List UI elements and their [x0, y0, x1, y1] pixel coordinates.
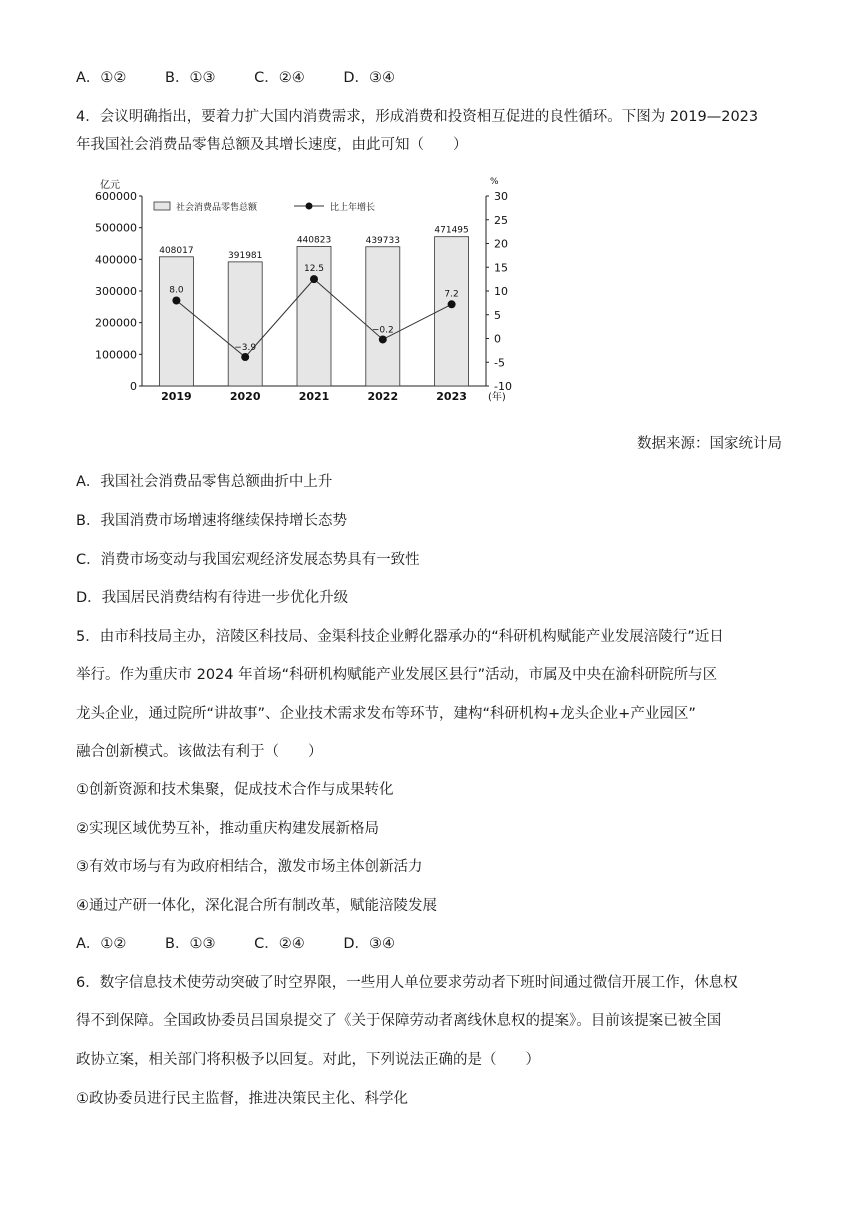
- bar-2020: [228, 262, 262, 386]
- legend-bar-label: 社会消费品零售总额: [176, 203, 258, 213]
- growth-value-label: 7.2: [444, 289, 459, 300]
- option-d: D．③④: [343, 936, 395, 952]
- q5-stem-line2: 举行。作为重庆市 2024 年首场“科研机构赋能产业发展区县行”活动，市属及中央在渝科研院所与区: [76, 667, 718, 683]
- bar-value-label: 408017: [159, 245, 194, 256]
- bar-value-label: 440823: [296, 235, 332, 246]
- right-tick-label: 20: [494, 237, 508, 251]
- right-tick-label: -5: [494, 356, 505, 370]
- x-tick-label: 2021: [298, 390, 330, 403]
- option-b: B．①③: [165, 70, 216, 86]
- right-tick-label: 15: [494, 261, 508, 275]
- q5-options: [76, 934, 429, 954]
- left-tick-label: 200000: [95, 316, 137, 330]
- growth-value-label: −0.2: [371, 325, 394, 336]
- bar-2019: [159, 257, 193, 386]
- x-tick-label: 2022: [367, 390, 399, 403]
- left-tick-label: 400000: [95, 253, 137, 267]
- prev-options: [76, 68, 429, 88]
- legend-line-label: 比上年增长: [330, 203, 376, 213]
- bar-value-label: 439733: [365, 235, 400, 246]
- q4-option-a: A．我国社会消费品零售总额曲折中上升: [76, 474, 333, 490]
- bar-2023: [435, 237, 469, 386]
- option-c: C．②④: [254, 70, 305, 86]
- q4-option-c: C．消费市场变动与我国宏观经济发展态势具有一致性: [76, 552, 420, 568]
- legend-bar-swatch: [154, 202, 170, 210]
- left-tick-label: 300000: [95, 285, 137, 298]
- q6-stem-line3: 政协立案，相关部门将积极予以回复。对此，下列说法正确的是（ ）: [76, 1052, 540, 1068]
- option-d: D．③④: [343, 70, 395, 86]
- x-tick-label: 2019: [161, 390, 192, 403]
- q4-option-b: B．我国消费市场增速将继续保持增长态势: [76, 513, 347, 529]
- q5-item-3: ③有效市场与有为政府相结合，激发市场主体创新活力: [76, 859, 423, 875]
- legend-line-marker: [306, 203, 313, 210]
- right-tick-label: 0: [494, 332, 501, 346]
- left-axis-unit: 亿元: [100, 180, 120, 191]
- bar-2022: [366, 247, 400, 386]
- right-tick-label: -10: [494, 380, 512, 393]
- growth-point-2020: [241, 353, 249, 361]
- right-tick-label: 30: [494, 190, 508, 203]
- growth-value-label: 12.5: [303, 264, 325, 275]
- q4-stem-line1: 4．会议明确指出，要着力扩大国内消费需求，形成消费和投资相互促进的良性循环。下图为 2019—2023: [76, 109, 759, 125]
- growth-value-label: −3.9: [234, 343, 257, 354]
- growth-value-label: 8.0: [169, 285, 184, 296]
- bar-value-label: 471495: [434, 225, 469, 236]
- q4-option-d: D．我国居民消费结构有待进一步优化升级: [76, 590, 349, 606]
- data-source: 数据来源：国家统计局: [637, 436, 782, 452]
- q5-item-4: ④通过产研一体化，深化混合所有制改革，赋能涪陵发展: [76, 898, 437, 914]
- right-tick-label: 5: [494, 308, 501, 322]
- right-axis-unit: %: [490, 177, 499, 187]
- left-tick-label: 100000: [95, 348, 137, 362]
- q5-item-2: ②实现区域优势互补，推动重庆构建发展新格局: [76, 821, 379, 837]
- left-tick-label: 600000: [95, 190, 137, 203]
- growth-point-2021: [310, 275, 318, 283]
- retail-sales-chart: [76, 170, 516, 410]
- q6-item-1: ①政协委员进行民主监督，推进决策民主化、科学化: [76, 1091, 408, 1107]
- right-tick-label: 10: [494, 285, 508, 298]
- x-tick-label: 2020: [229, 390, 261, 403]
- growth-point-2019: [172, 297, 180, 305]
- left-tick-label: 500000: [95, 221, 137, 235]
- q6-stem-line2: 得不到保障。全国政协委员吕国泉提交了《关于保障劳动者离线休息权的提案》。目前该提案已被全国: [76, 1013, 722, 1029]
- right-tick-label: 25: [494, 213, 508, 227]
- growth-point-2022: [379, 335, 387, 343]
- q5-stem-line3: 龙头企业，通过院所“讲故事”、企业技术需求发布等环节，建构“科研机构+龙头企业+产业园区”: [76, 706, 696, 722]
- q5-stem-line1: 5．由市科技局主办，涪陵区科技局、金渠科技企业孵化器承办的“科研机构赋能产业发展涪陵行”近日: [76, 629, 724, 645]
- q4-stem-line2: 年我国社会消费品零售总额及其增长速度，由此可知（ ）: [76, 137, 468, 153]
- option-a: A．①②: [76, 70, 127, 86]
- x-axis-unit: (年): [488, 392, 506, 403]
- option-a: A．①②: [76, 936, 127, 952]
- option-c: C．②④: [254, 936, 305, 952]
- x-tick-label: 2023: [436, 390, 467, 403]
- q6-stem-line1: 6．数字信息技术使劳动突破了时空界限，一些用人单位要求劳动者下班时间通过微信开展工作，休息权: [76, 975, 738, 991]
- growth-point-2023: [448, 300, 456, 308]
- q5-stem-line4: 融合创新模式。该做法有利于（ ）: [76, 744, 323, 760]
- option-b: B．①③: [165, 936, 216, 952]
- left-tick-label: 0: [130, 380, 137, 393]
- q5-item-1: ①创新资源和技术集聚，促成技术合作与成果转化: [76, 782, 394, 798]
- bar-value-label: 391981: [228, 250, 263, 261]
